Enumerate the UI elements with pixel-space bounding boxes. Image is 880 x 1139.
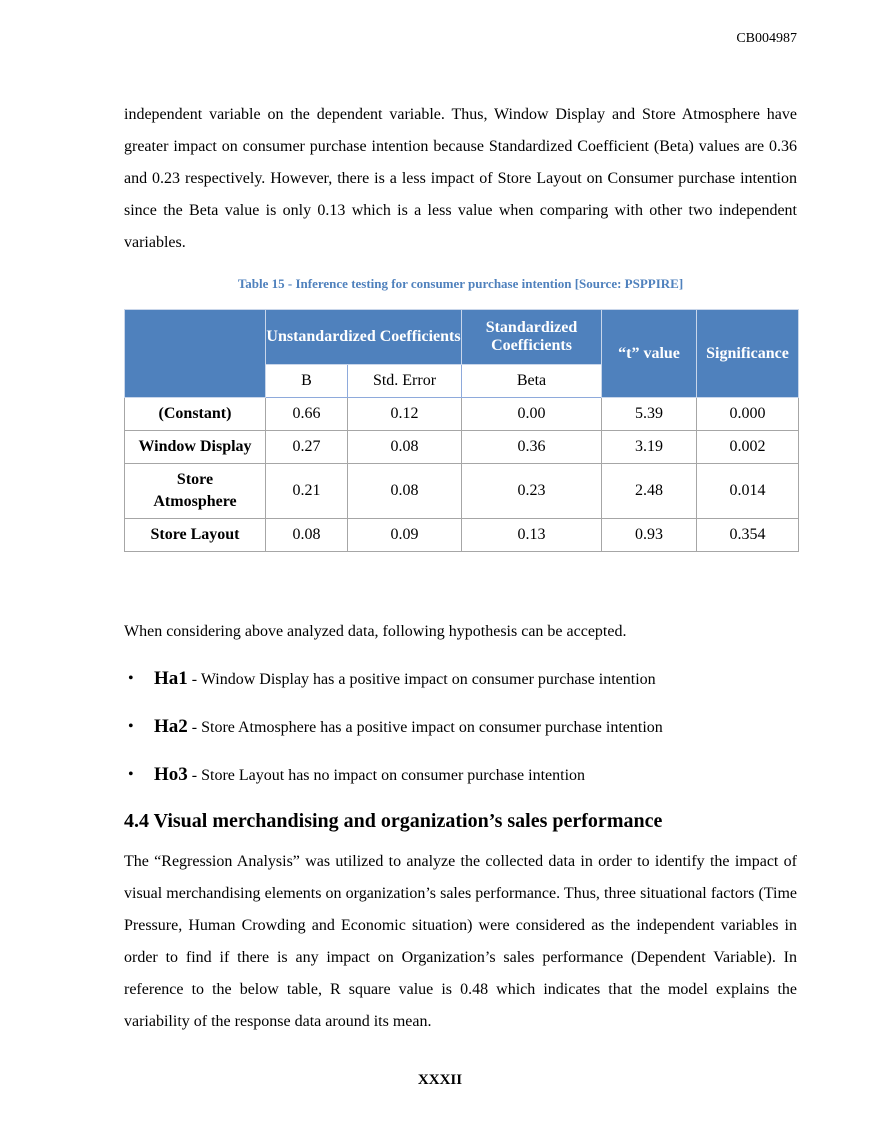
section-heading: 4.4 Visual merchandising and organization’s sales performance <box>124 810 663 832</box>
header-standardized: Standardized Coefficients <box>462 310 602 365</box>
hypothesis-text: - Store Layout has no impact on consumer purchase intention <box>187 767 586 784</box>
cell-significance: 0.014 <box>697 464 799 519</box>
hypothesis-code: Ha1 <box>154 668 188 689</box>
table-row <box>125 464 799 519</box>
cell-significance: 0.354 <box>697 519 799 552</box>
table-corner-cell <box>125 310 266 398</box>
row-label: Window Display <box>125 431 266 464</box>
document-id: CB004987 <box>736 31 797 46</box>
list-item <box>124 660 797 708</box>
hypothesis-text: - Window Display has a positive impact on consumer purchase intention <box>187 671 656 688</box>
row-label: Store Layout <box>125 519 266 552</box>
hypothesis-code: Ha2 <box>154 716 188 737</box>
section-paragraph-text: The “Regression Analysis” was utilized to analyze the collected data in order to identify the impact of visual merchandising elements on organization’s sales performance. Thus, three situational factors (Time Pressure, Human Crowding and Economic situation) were considered as the independent variables in order to find if there is any impact on Organization’s sales performance (Dependent Variable). In reference to the below table, R square value is 0.48 which indicates that the model explains the variability of the response data around its mean. <box>124 853 797 1030</box>
header-std-error: Std. Error <box>348 365 462 398</box>
header-significance: Significance <box>697 310 799 398</box>
bullet-icon: • <box>128 670 134 687</box>
list-item <box>124 708 797 756</box>
header-unstandardized: Unstandardized Coefficients <box>266 310 462 365</box>
list-item <box>124 756 797 804</box>
header-b: B <box>266 365 348 398</box>
cell-std-error: 0.09 <box>348 519 462 552</box>
header-t-value: “t” value <box>602 310 697 398</box>
intro-paragraph <box>124 99 797 259</box>
coefficients-table <box>124 309 799 552</box>
cell-std-error: 0.12 <box>348 398 462 431</box>
table-row <box>125 519 799 552</box>
table-row <box>125 431 799 464</box>
intro-paragraph-text: independent variable on the dependent variable. Thus, Window Display and Store Atmosphere have greater impact on consumer purchase intention because Standardized Coefficient (Beta) values are 0.36 and 0.23 respectively. However, there is a less impact of Store Layout on Consumer purchase intention since the Beta value is only 0.13 which is a less value when comparing with other two independent variables. <box>124 106 797 251</box>
cell-b: 0.08 <box>266 519 348 552</box>
cell-significance: 0.002 <box>697 431 799 464</box>
hypothesis-intro: When considering above analyzed data, following hypothesis can be accepted. <box>124 623 627 640</box>
bullet-icon: • <box>128 766 134 783</box>
hypothesis-list <box>124 660 797 804</box>
cell-t-value: 0.93 <box>602 519 697 552</box>
table-caption: Table 15 - Inference testing for consumer purchase intention [Source: PSPPIRE] <box>237 276 684 291</box>
cell-beta: 0.36 <box>462 431 602 464</box>
cell-b: 0.27 <box>266 431 348 464</box>
header-beta: Beta <box>462 365 602 398</box>
cell-t-value: 5.39 <box>602 398 697 431</box>
section-paragraph <box>124 846 797 1038</box>
table-row <box>125 398 799 431</box>
row-label: Store Atmosphere <box>125 464 266 519</box>
hypothesis-code: Ho3 <box>154 764 188 785</box>
cell-b: 0.66 <box>266 398 348 431</box>
cell-std-error: 0.08 <box>348 431 462 464</box>
cell-b: 0.21 <box>266 464 348 519</box>
cell-beta: 0.00 <box>462 398 602 431</box>
cell-t-value: 2.48 <box>602 464 697 519</box>
cell-t-value: 3.19 <box>602 431 697 464</box>
cell-beta: 0.23 <box>462 464 602 519</box>
hypothesis-text: - Store Atmosphere has a positive impact on consumer purchase intention <box>187 719 663 736</box>
cell-std-error: 0.08 <box>348 464 462 519</box>
row-label: (Constant) <box>125 398 266 431</box>
cell-significance: 0.000 <box>697 398 799 431</box>
bullet-icon: • <box>128 718 134 735</box>
page-number: XXXII <box>417 1072 463 1088</box>
cell-beta: 0.13 <box>462 519 602 552</box>
